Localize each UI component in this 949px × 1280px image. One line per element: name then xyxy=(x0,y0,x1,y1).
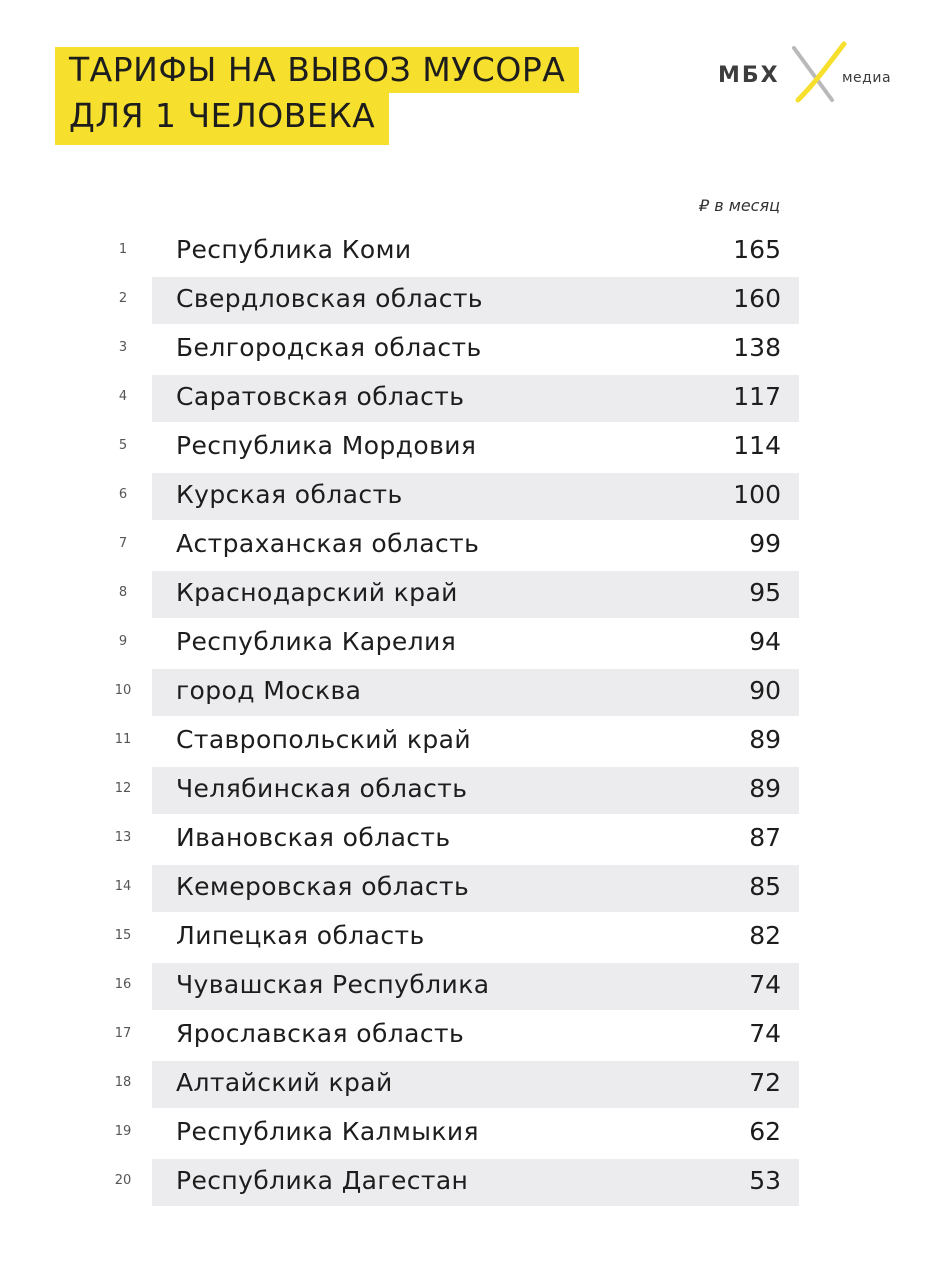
row-region: город Москва xyxy=(176,676,362,705)
row-value: 99 xyxy=(749,529,781,558)
logo-subtitle: медиа xyxy=(842,70,892,86)
row-rank: 6 xyxy=(118,487,128,502)
row-rank: 17 xyxy=(114,1026,132,1041)
row-value: 53 xyxy=(749,1166,781,1195)
row-rank: 8 xyxy=(118,585,128,600)
row-rank: 14 xyxy=(114,879,132,894)
row-value: 89 xyxy=(749,725,781,754)
row-rank: 7 xyxy=(118,536,128,551)
page-title xyxy=(55,47,635,145)
row-region: Краснодарский край xyxy=(176,578,458,607)
row-rank: 16 xyxy=(114,977,132,992)
row-value: 87 xyxy=(749,823,781,852)
table-row xyxy=(0,521,949,570)
row-value: 82 xyxy=(749,921,781,950)
tariff-table xyxy=(0,227,949,1207)
table-row xyxy=(0,276,949,325)
table-row xyxy=(0,668,949,717)
row-region: Липецкая область xyxy=(176,921,425,950)
row-region: Саратовская область xyxy=(176,382,465,411)
row-region: Республика Дагестан xyxy=(176,1166,469,1195)
table-row xyxy=(0,472,949,521)
title-line-1: ТАРИФЫ НА ВЫВОЗ МУСОРА xyxy=(55,47,579,93)
row-value: 94 xyxy=(749,627,781,656)
table-row xyxy=(0,717,949,766)
row-rank: 1 xyxy=(118,242,128,257)
row-value: 62 xyxy=(749,1117,781,1146)
row-region: Ярославская область xyxy=(176,1019,465,1048)
table-row xyxy=(0,864,949,913)
unit-label: ₽ в месяц xyxy=(698,196,780,215)
title-line-2: ДЛЯ 1 ЧЕЛОВЕКА xyxy=(55,93,389,145)
row-rank: 19 xyxy=(114,1124,132,1139)
row-rank: 3 xyxy=(118,340,128,355)
row-value: 117 xyxy=(733,382,781,411)
row-value: 89 xyxy=(749,774,781,803)
row-rank: 13 xyxy=(114,830,132,845)
table-row xyxy=(0,227,949,276)
row-region: Ивановская область xyxy=(176,823,451,852)
row-region: Республика Карелия xyxy=(176,627,457,656)
row-rank: 9 xyxy=(118,634,128,649)
row-value: 74 xyxy=(749,970,781,999)
row-region: Кемеровская область xyxy=(176,872,470,901)
row-rank: 18 xyxy=(114,1075,132,1090)
row-rank: 4 xyxy=(118,389,128,404)
row-region: Республика Калмыкия xyxy=(176,1117,479,1146)
row-region: Республика Мордовия xyxy=(176,431,477,460)
row-value: 165 xyxy=(733,235,781,264)
row-rank: 20 xyxy=(114,1173,132,1188)
table-row xyxy=(0,619,949,668)
table-row xyxy=(0,570,949,619)
row-value: 85 xyxy=(749,872,781,901)
row-rank: 12 xyxy=(114,781,132,796)
row-region: Алтайский край xyxy=(176,1068,393,1097)
row-value: 72 xyxy=(749,1068,781,1097)
row-region: Белгородская область xyxy=(176,333,482,362)
row-rank: 11 xyxy=(114,732,132,747)
table-row xyxy=(0,962,949,1011)
table-row xyxy=(0,325,949,374)
row-value: 90 xyxy=(749,676,781,705)
row-value: 160 xyxy=(733,284,781,313)
logo-wordmark: МБХ xyxy=(718,63,780,88)
row-value: 74 xyxy=(749,1019,781,1048)
row-region: Чувашская Республика xyxy=(176,970,490,999)
table-row xyxy=(0,423,949,472)
table-row xyxy=(0,766,949,815)
table-row xyxy=(0,374,949,423)
row-region: Курская область xyxy=(176,480,403,509)
brand-logo xyxy=(718,40,908,110)
row-region: Астраханская область xyxy=(176,529,480,558)
table-row xyxy=(0,815,949,864)
row-value: 114 xyxy=(733,431,781,460)
table-row xyxy=(0,1011,949,1060)
logo-x-icon xyxy=(786,40,850,106)
row-rank: 2 xyxy=(118,291,128,306)
row-region: Челябинская область xyxy=(176,774,468,803)
table-row xyxy=(0,1158,949,1207)
row-value: 100 xyxy=(733,480,781,509)
table-row xyxy=(0,1060,949,1109)
row-rank: 15 xyxy=(114,928,132,943)
row-region: Ставропольский край xyxy=(176,725,472,754)
row-rank: 10 xyxy=(114,683,132,698)
row-rank: 5 xyxy=(118,438,128,453)
row-region: Свердловская область xyxy=(176,284,483,313)
table-row xyxy=(0,913,949,962)
row-value: 95 xyxy=(749,578,781,607)
row-value: 138 xyxy=(733,333,781,362)
table-row xyxy=(0,1109,949,1158)
row-region: Республика Коми xyxy=(176,235,412,264)
